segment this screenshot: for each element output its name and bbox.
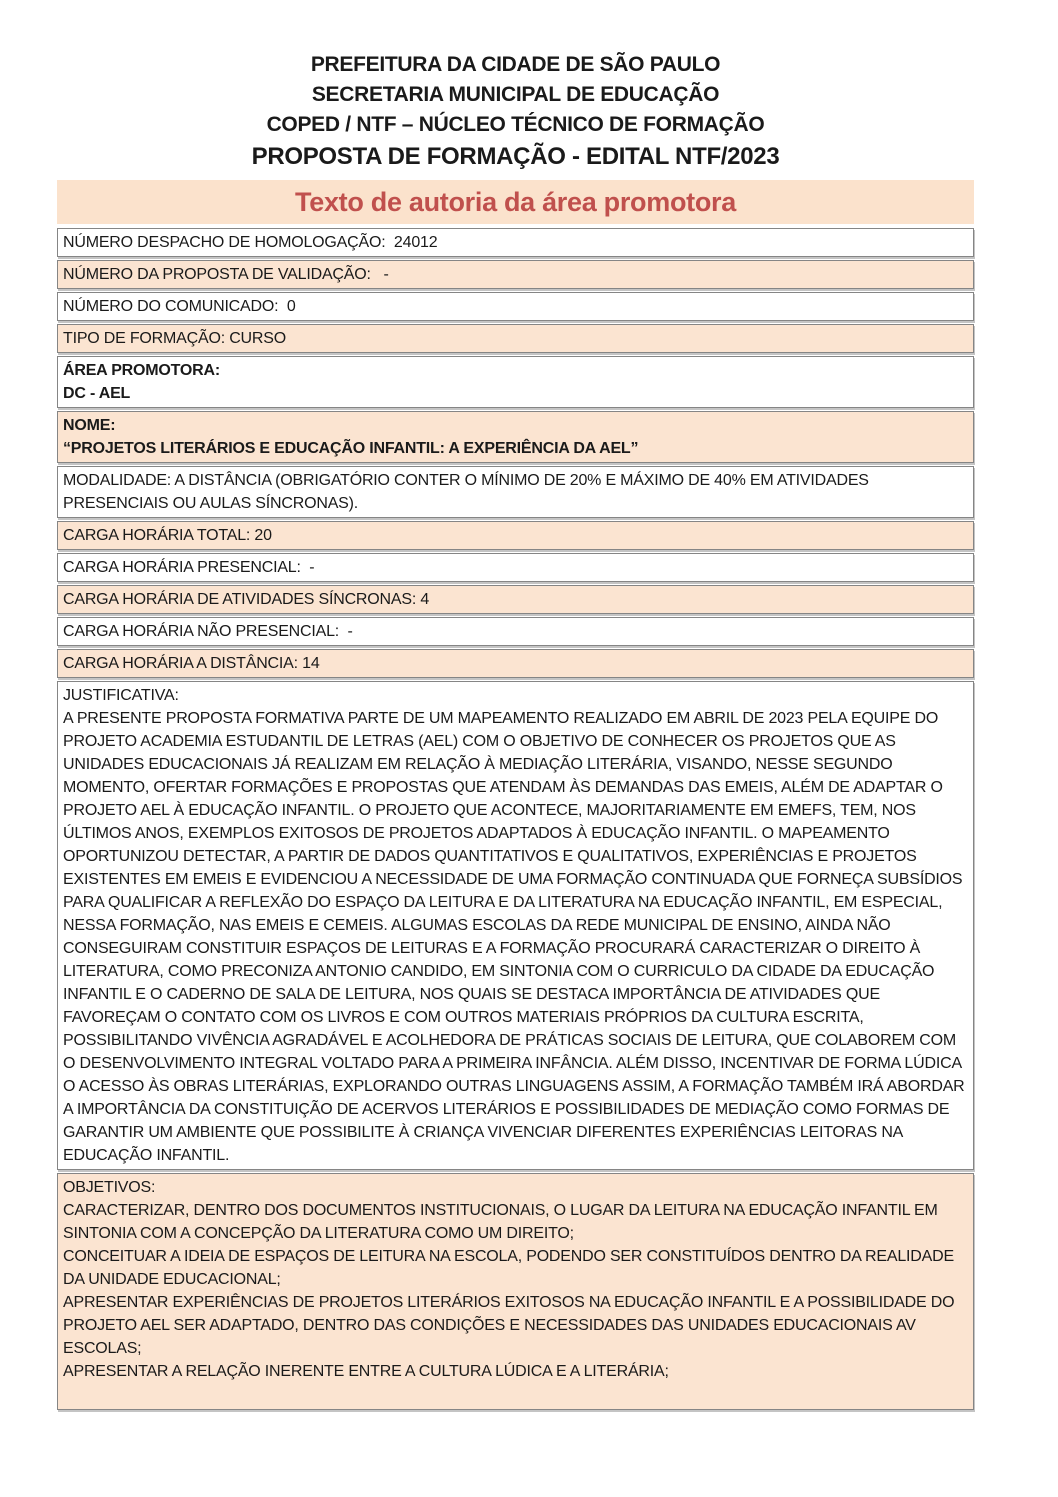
- field-label: CARGA HORÁRIA PRESENCIAL:: [63, 559, 301, 576]
- field-row-numero-despacho: [57, 228, 974, 257]
- field-value: 24012: [385, 234, 438, 251]
- document-header: [57, 50, 974, 174]
- field-row-carga-horaria-distancia: [57, 649, 974, 678]
- field-value: A DISTÂNCIA (OBRIGATÓRIO CONTER O MÍNIMO DE 20% E MÁXIMO DE 40% EM ATIVIDADES PRESENCIAIS OU AULAS SÍNCRONAS).: [63, 472, 874, 512]
- field-label: CARGA HORÁRIA NÃO PRESENCIAL:: [63, 623, 340, 640]
- objective-item: CONCEITUAR A IDEIA DE ESPAÇOS DE LEITURA NA ESCOLA, PODENDO SER CONSTITUÍDOS DENTRO DA REALIDADE DA UNIDADE EDUCACIONAL;: [63, 1248, 954, 1288]
- justificativa-section: [57, 681, 974, 1170]
- justificativa-body: A PRESENTE PROPOSTA FORMATIVA PARTE DE UM MAPEAMENTO REALIZADO EM ABRIL DE 2023 PELA EQUIPE DO PROJETO ACADEMIA ESTUDANTIL DE LETRAS (AEL) COM O OBJETIVO DE CONHECER OS PROJETOS QUE AS UNIDADES EDUCACIONAIS JÁ REALIZAM EM RELAÇÃO À MEDIAÇÃO LITERÁRIA, VISANDO, NESSE SEGUNDO MOMENTO, OFERTAR FORMAÇÕES E PROPOSTAS QUE ATENDAM ÀS DEMANDAS DAS EMEIS, ALÉM DE ADAPTAR O PROJETO AEL À EDUCAÇÃO INFANTIL. O PROJETO QUE ACONTECE, MAJORITARIAMENTE EM EMEFS, TEM, NOS ÚLTIMOS ANOS, EXEMPLOS EXITOSOS DE PROJETOS ADAPTADOS À EDUCAÇÃO INFANTIL. O MAPEAMENTO OPORTUNIZOU DETECTAR, A PARTIR DE DADOS QUANTITATIVOS E QUALITATIVOS, EXPERIÊNCIAS E PROJETOS EXISTENTES EM EMEIS E EVIDENCIOU A NECESSIDADE DE UMA FORMAÇÃO CONTINUADA QUE FORNEÇA SUBSÍDIOS PARA QUALIFICAR A REFLEXÃO DO ESPAÇO DA LEITURA E DA LITERATURA NA EDUCAÇÃO INFANTIL, EM ESPECIAL, NESSA FORMAÇÃO, NAS EMEIS E CEMEIS. ALGUMAS ESCOLAS DA REDE MUNICIPAL DE ENSINO, AINDA NÃO CONSEGUIRAM CONSTITUIR ESPAÇOS DE LEITURAS E A FORMAÇÃO PROCURARÁ CARACTERIZAR O DIREITO À LITERATURA, COMO PRECONIZA ANTONIO CANDIDO, EM SINTONIA COM O CURRICULO DA CIDADE DA EDUCAÇÃO INFANTIL E O CADERNO DE SALA DE LEITURA, NOS QUAIS SE DESTACA IMPORTÂNCIA DE ATIVIDADES QUE FAVOREÇAM O CONTATO COM OS LIVROS E COM OUTROS MATERIAIS PRÓPRIOS DA CULTURA ESCRITA, POSSIBILITANDO VIVÊNCIA AGRADÁVEL E ACOLHEDORA DE PRÁTICAS SOCIAIS DE LEITURA, QUE COLABOREM COM O DESENVOLVIMENTO INTEGRAL VOLTADO PARA A PRIMEIRA INFÂNCIA. ALÉM DISSO, INCENTIVAR DE FORMA LÚDICA O ACESSO ÀS OBRAS LITERÁRIAS, EXPLORANDO OUTRAS LINGUAGENS ASSIM, A FORMAÇÃO TAMBÉM IRÁ ABORDAR A IMPORTÂNCIA DA CONSTITUIÇÃO DE ACERVOS LITERÁRIOS E POSSIBILIDADES DE MEDIAÇÃO COMO FORMAS DE GARANTIR UM AMBIENTE QUE POSSIBILITE À CRIANÇA VIVENCIAR DIFERENTES EXPERIÊNCIAS LEITORAS NA EDUCAÇÃO INFANTIL.: [63, 710, 968, 1164]
- objective-item: APRESENTAR A RELAÇÃO INERENTE ENTRE A CULTURA LÚDICA E A LITERÁRIA;: [63, 1363, 669, 1380]
- field-label: ÁREA PROMOTORA:: [63, 362, 221, 379]
- field-value: DC - AEL: [63, 385, 131, 402]
- header-org-line-3: COPED / NTF – NÚCLEO TÉCNICO DE FORMAÇÃO: [266, 113, 765, 136]
- field-label: NÚMERO DO COMUNICADO:: [63, 298, 279, 315]
- objective-item: APRESENTAR EXPERIÊNCIAS DE PROJETOS LITERÁRIOS EXITOSOS NA EDUCAÇÃO INFANTIL E A POSSIBILIDADE DO PROJETO AEL SER ADAPTADO, DENTRO DAS CONDIÇÕES E NECESSIDADES DAS UNIDADES EDUCACIONAIS AV ESCOLAS;: [63, 1294, 955, 1357]
- field-label: CARGA HORÁRIA DE ATIVIDADES SÍNCRONAS:: [63, 591, 417, 608]
- field-row-modalidade: [57, 466, 974, 518]
- header-org-line-1: PREFEITURA DA CIDADE DE SÃO PAULO: [310, 53, 721, 76]
- field-value: 20: [250, 527, 272, 544]
- objetivos-section: [57, 1173, 974, 1410]
- header-org-line-2: SECRETARIA MUNICIPAL DE EDUCAÇÃO: [311, 83, 720, 106]
- field-value: -: [300, 559, 315, 576]
- field-value: 0: [278, 298, 296, 315]
- authorship-banner: Texto de autoria da área promotora: [57, 180, 974, 224]
- field-label: TIPO DE FORMAÇÃO:: [63, 330, 225, 347]
- field-row-nome: [57, 411, 974, 463]
- document-content: [57, 50, 974, 1410]
- fields-table: [57, 228, 974, 1410]
- field-row-carga-horaria-sincronas: [57, 585, 974, 614]
- field-value: -: [339, 623, 353, 640]
- field-label: MODALIDADE:: [63, 472, 172, 489]
- field-label: CARGA HORÁRIA TOTAL:: [63, 527, 251, 544]
- field-label: NÚMERO DA PROPOSTA DE VALIDAÇÃO:: [63, 266, 371, 283]
- field-value: “PROJETOS LITERÁRIOS E EDUCAÇÃO INFANTIL: A EXPERIÊNCIA DA AEL”: [63, 440, 639, 457]
- field-row-numero-comunicado: [57, 292, 974, 321]
- field-value: CURSO: [224, 330, 286, 347]
- field-row-carga-horaria-presencial: [57, 553, 974, 582]
- field-row-tipo-formacao: [57, 324, 974, 353]
- document-title: PROPOSTA DE FORMAÇÃO - EDITAL NTF/2023: [251, 143, 780, 170]
- field-row-carga-horaria-nao-presencial: [57, 617, 974, 646]
- field-row-area-promotora: [57, 356, 974, 408]
- field-label: NOME:: [63, 417, 116, 434]
- field-row-numero-proposta-validacao: [57, 260, 974, 289]
- justificativa-label: JUSTIFICATIVA:: [63, 687, 179, 704]
- objetivos-label: OBJETIVOS:: [63, 1179, 156, 1196]
- objective-item: CARACTERIZAR, DENTRO DOS DOCUMENTOS INSTITUCIONAIS, O LUGAR DA LEITURA NA EDUCAÇÃO INFANTIL EM SINTONIA COM A CONCEPÇÃO DA LITERATURA COMO UM DIREITO;: [63, 1202, 938, 1242]
- field-value: 14: [297, 655, 320, 672]
- field-label: CARGA HORÁRIA A DISTÂNCIA:: [63, 655, 298, 672]
- field-row-carga-horaria-total: [57, 521, 974, 550]
- field-value: -: [370, 266, 389, 283]
- field-value: 4: [416, 591, 430, 608]
- field-label: NÚMERO DESPACHO DE HOMOLOGAÇÃO:: [63, 234, 386, 251]
